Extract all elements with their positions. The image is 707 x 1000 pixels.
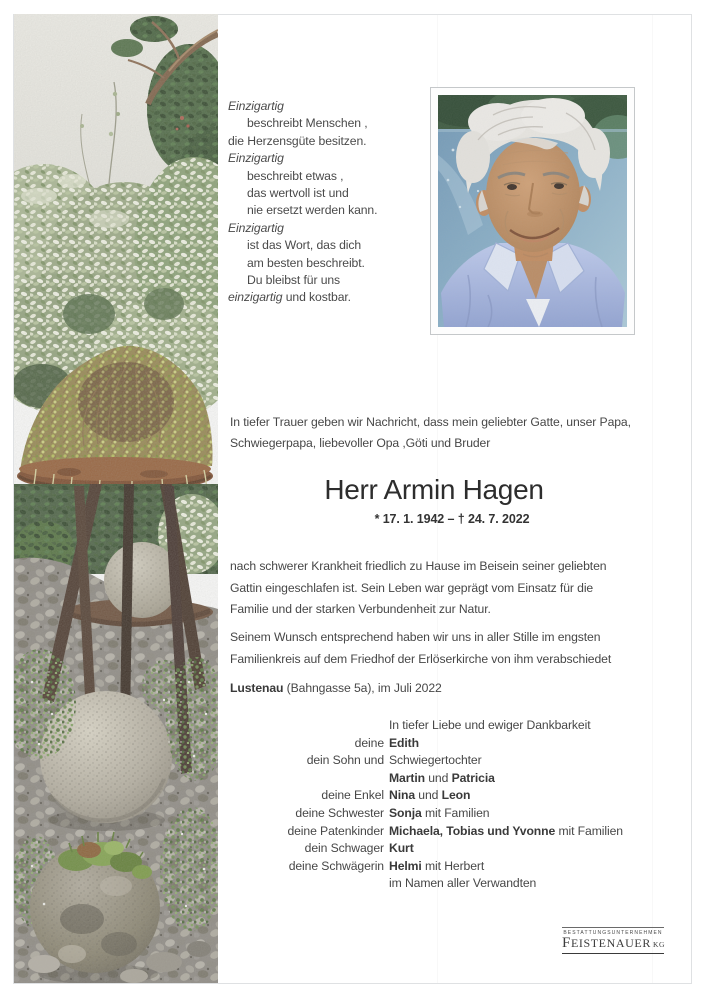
- relation-label: [230, 875, 384, 893]
- family-row: [230, 858, 690, 876]
- poem-line: die Herzensgüte besitzen.: [228, 133, 367, 148]
- poem-line: Einzigartig: [228, 99, 284, 113]
- body-paragraph-1: [230, 556, 660, 621]
- poem-line: einzigartig und kostbar.: [228, 290, 351, 305]
- relation-label: dein Schwager: [304, 841, 384, 856]
- logo-name: FEISTENAUER KG: [562, 936, 664, 954]
- relative-names: In tiefer Liebe und ewiger Dankbarkeit: [389, 718, 591, 732]
- relation-label: dein Sohn und: [306, 753, 384, 768]
- text-line: In tiefer Trauer geben wir Nachricht, dass mein geliebter Gatte, unser Papa,: [230, 415, 631, 429]
- announcement-text: [230, 412, 660, 454]
- relation-label: deine: [354, 735, 384, 750]
- deceased-dates: * 17. 1. 1942 – † 24. 7. 2022: [374, 512, 530, 526]
- relative-names: Edith: [389, 735, 419, 750]
- family-row: [230, 823, 690, 841]
- poem-line: Einzigartig: [228, 220, 284, 235]
- relative-names: Helmi mit Herbert: [389, 858, 485, 873]
- family-row: [230, 770, 690, 788]
- relation-label: [230, 770, 384, 788]
- portrait-photo: [430, 87, 635, 335]
- text-line: nach schwerer Krankheit friedlich zu Hause im Beisein seiner geliebten: [230, 559, 607, 573]
- text-line: Gattin eingeschlafen ist. Sein Leben war geprägt vom Einsatz für die: [230, 580, 594, 595]
- relative-names: im Namen aller Verwandten: [389, 876, 537, 891]
- relation-label: [230, 717, 384, 735]
- relation-label: deine Schwester: [295, 805, 384, 820]
- funeral-home-logo: [562, 927, 664, 954]
- text-line: Familienkreis auf dem Friedhof der Erlöserkirche von ihm verabschiedet: [230, 651, 612, 666]
- poem-line: nie ersetzt werden kann.: [247, 203, 378, 218]
- body-paragraph-2: [230, 627, 660, 670]
- place-date-line: [230, 681, 660, 695]
- family-row: [230, 875, 690, 893]
- text-line: Familie und der starken Verbundenheit zur Natur.: [230, 602, 491, 616]
- relation-label: deine Schwägerin: [288, 858, 384, 873]
- family-row: [230, 805, 690, 823]
- poem-line: am besten beschreibt.: [247, 255, 365, 270]
- family-row: [230, 735, 690, 753]
- relation-label: deine Patenkinder: [287, 823, 384, 838]
- family-row: [230, 787, 690, 805]
- side-garden-photo: [14, 14, 218, 983]
- relative-names: Nina und Leon: [389, 788, 471, 803]
- family-row: [230, 752, 690, 770]
- logo-tagline: BESTATTUNGSUNTERNEHMEN: [562, 927, 664, 936]
- poem-line: beschreibt etwas ,: [247, 168, 344, 183]
- poem-line: Du bleibst für uns: [247, 273, 341, 288]
- relative-names: Schwiegertochter: [389, 753, 482, 768]
- poem-line: Einzigartig: [228, 151, 284, 166]
- place-name: Lustenau: [230, 681, 284, 695]
- memorial-poem: [228, 98, 438, 307]
- place-rest: (Bahngasse 5a), im Juli 2022: [283, 681, 442, 695]
- relative-names: Michaela, Tobias und Yvonne mit Familien: [389, 823, 623, 838]
- family-row: [230, 717, 690, 735]
- family-row: [230, 840, 690, 858]
- poem-line: ist das Wort, das dich: [247, 238, 362, 253]
- poem-line: beschreibt Menschen ,: [247, 116, 368, 131]
- family-list: [230, 717, 690, 893]
- text-line: Seinem Wunsch entsprechend haben wir uns in aller Stille im engsten: [230, 630, 601, 644]
- relative-names: Sonja mit Familien: [389, 805, 490, 820]
- relative-names: Martin und Patricia: [389, 770, 495, 785]
- poem-line: das wertvoll ist und: [247, 186, 349, 201]
- relative-names: Kurt: [389, 841, 414, 856]
- relation-label: deine Enkel: [321, 788, 384, 803]
- text-line: Schwiegerpapa, liebevoller Opa ,Göti und Bruder: [230, 436, 491, 450]
- deceased-name: Herr Armin Hagen: [324, 474, 544, 505]
